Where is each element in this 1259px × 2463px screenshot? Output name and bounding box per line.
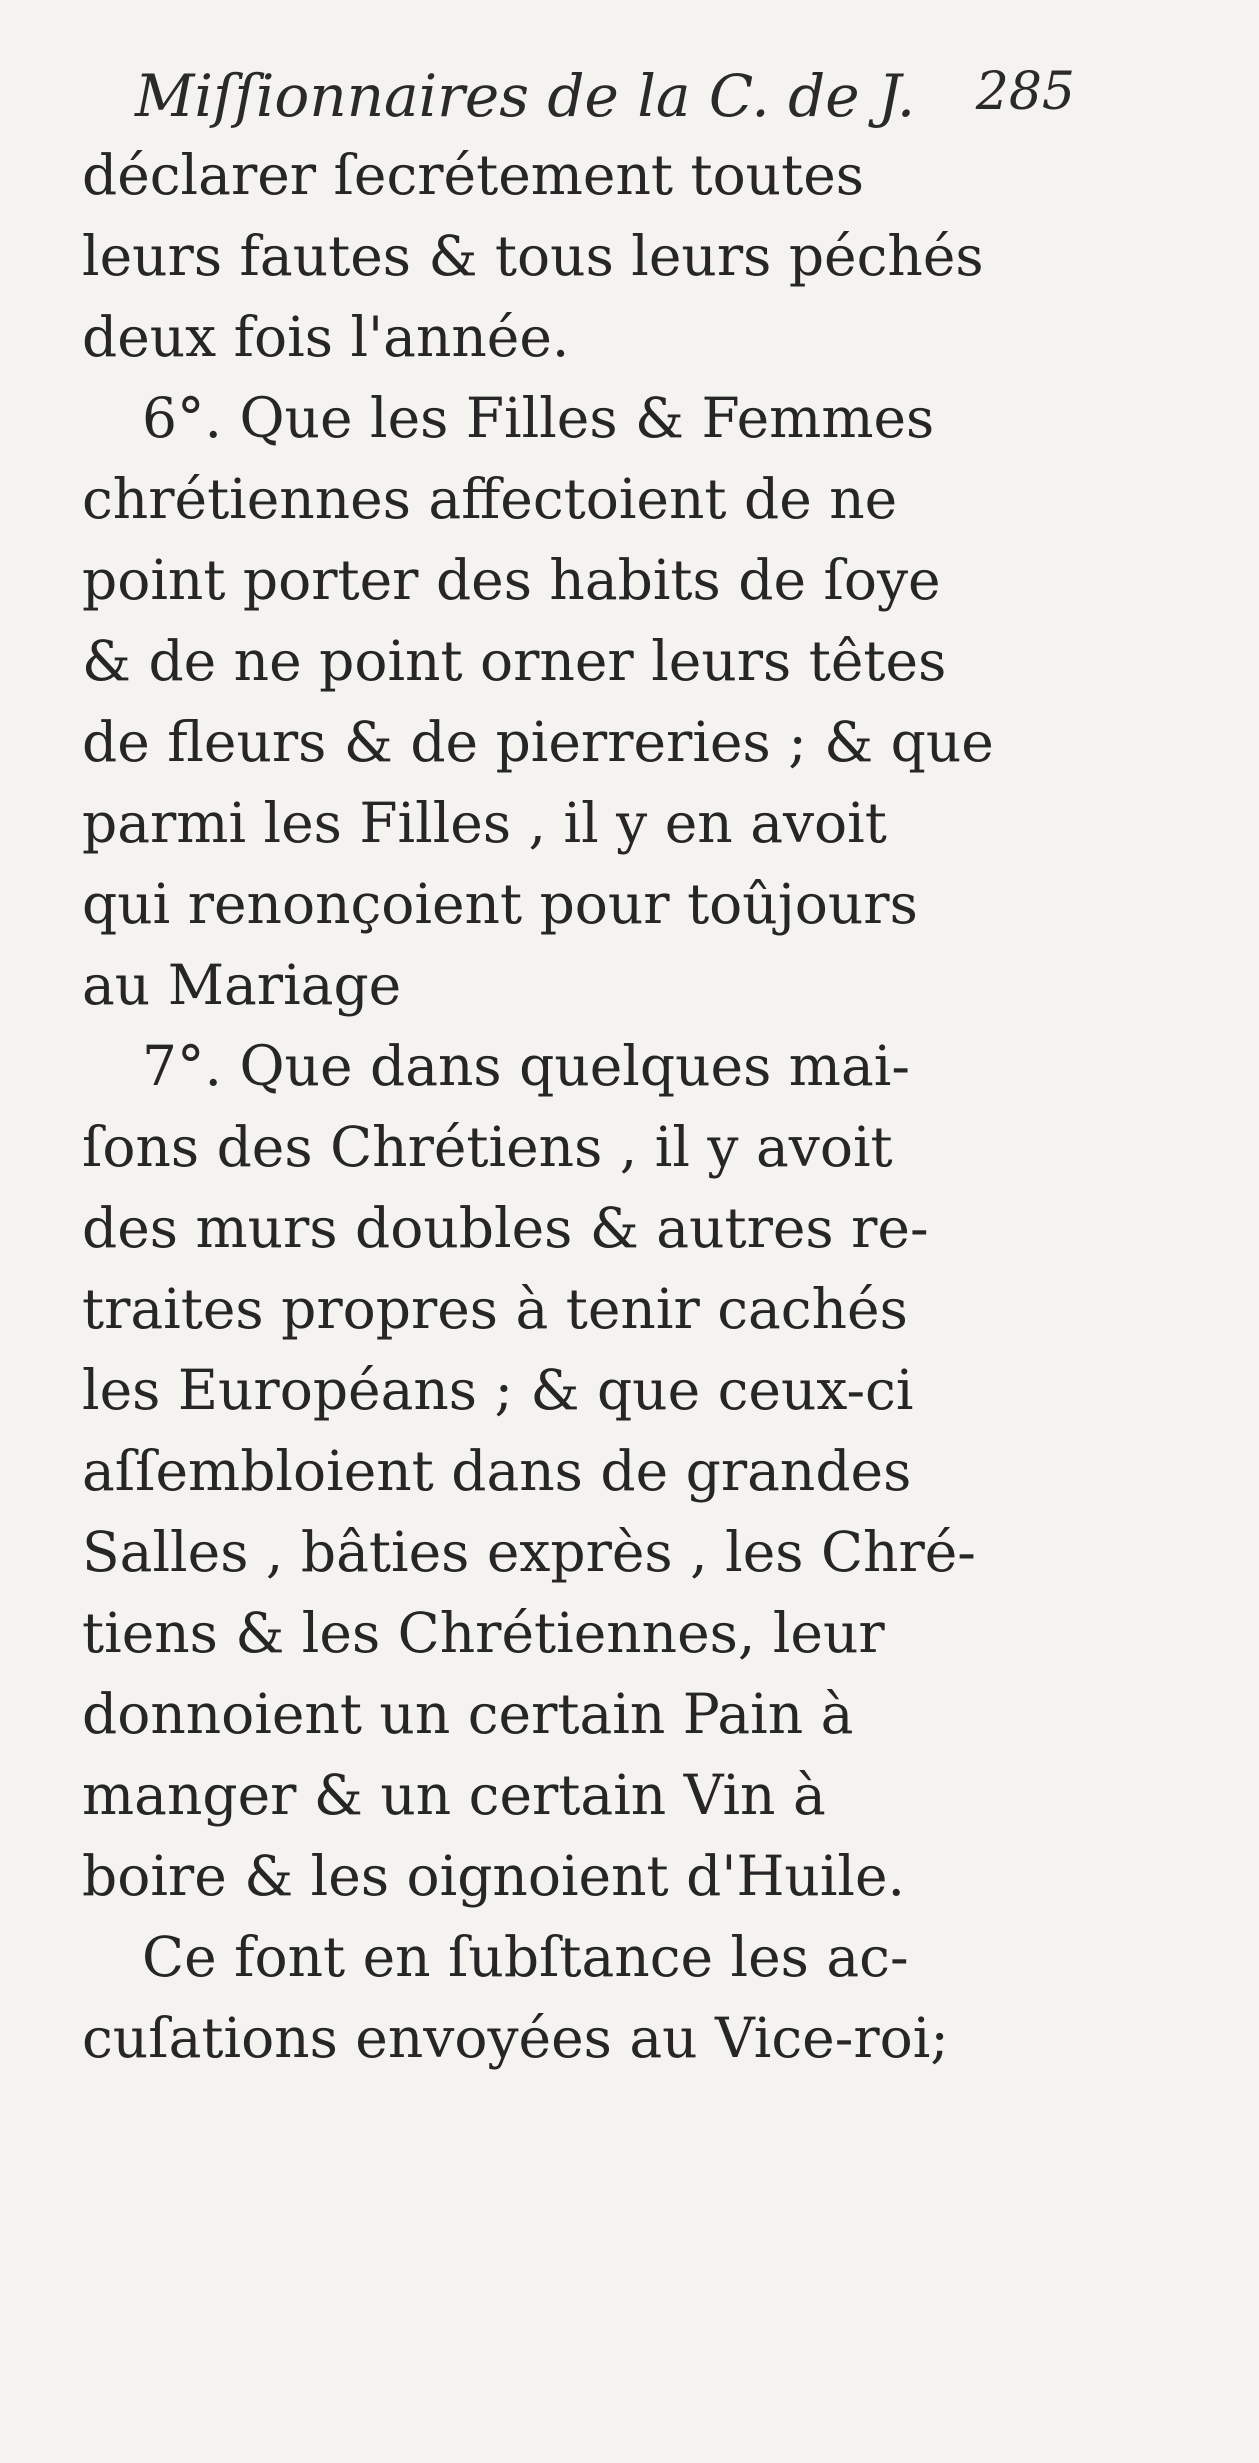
text-line: chrétiennes affectoient de ne: [82, 467, 898, 531]
text-line: traites propres à tenir cachés: [82, 1277, 908, 1341]
text-line: 6°. Que les Filles & Femmes: [142, 386, 935, 450]
text-line: manger & un certain Vin à: [82, 1763, 826, 1827]
text-line: qui renonçoient pour toûjours: [82, 872, 918, 936]
page-header: [135, 62, 1145, 142]
running-title: Miſſionnaires de la C. de J.: [135, 62, 916, 130]
text-line: aſſembloient dans de grandes: [82, 1439, 912, 1503]
page-number: 285: [975, 62, 1075, 122]
text-line: ſons des Chrétiens , il y avoit: [82, 1115, 893, 1179]
text-line: cuſations envoyées au Vice-roi;: [82, 2006, 949, 2070]
text-line: point porter des habits de ſoye: [82, 548, 941, 612]
text-line: déclarer ſecrétement toutes: [82, 143, 864, 207]
text-line: boire & les oignoient d'Huile.: [82, 1844, 906, 1908]
text-line: leurs fautes & tous leurs péchés: [82, 224, 984, 288]
text-line: 7°. Que dans quelques mai-: [142, 1034, 910, 1098]
text-line: de fleurs & de pierreries ; & que: [82, 710, 994, 774]
text-line: deux fois l'année.: [82, 305, 570, 369]
text-line: parmi les Filles , il y en avoit: [82, 791, 887, 855]
text-line: des murs doubles & autres re-: [82, 1196, 929, 1260]
text-line: Ce font en ſubſtance les ac-: [142, 1925, 909, 1989]
text-line: donnoient un certain Pain à: [82, 1682, 854, 1746]
text-line: & de ne point orner leurs têtes: [82, 629, 947, 693]
text-line: au Mariage: [82, 953, 402, 1017]
text-line: les Européans ; & que ceux-ci: [82, 1358, 914, 1422]
text-line: tiens & les Chrétiennes, leur: [82, 1601, 885, 1665]
text-line: Salles , bâties exprès , les Chré-: [82, 1520, 976, 1584]
